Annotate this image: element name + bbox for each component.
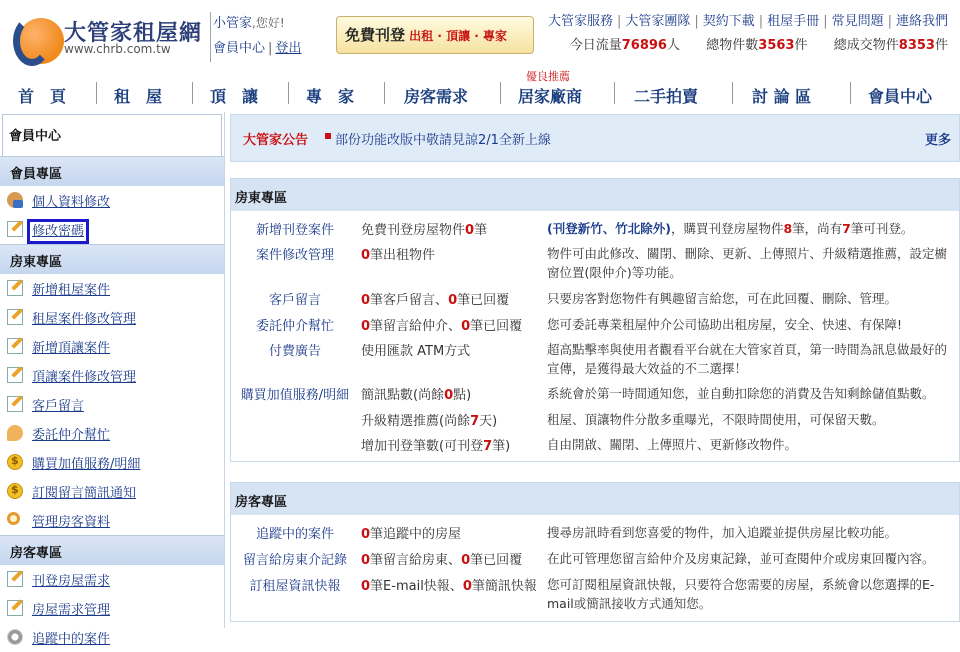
row-stat (361, 575, 547, 594)
site-header (0, 0, 960, 68)
gear-icon (7, 629, 23, 645)
sidebar-item-label[interactable]: 租屋案件修改管理 (32, 312, 137, 327)
row-stat (361, 435, 547, 454)
stat-text: 筆留言給房東、 (370, 553, 462, 568)
sidebar (0, 112, 225, 647)
nav-home-vendors[interactable]: 居家廠商 (518, 87, 583, 106)
stat-total-label: 總物件數 (706, 38, 759, 53)
stat-text: 天) (479, 414, 498, 429)
row-landlord-messages[interactable]: 留言給房東介記錄 (242, 553, 347, 568)
nav-rent[interactable]: 租 屋 (114, 87, 163, 106)
stat-text: 點) (453, 388, 472, 403)
user-name: 小管家 (213, 16, 253, 31)
member-center-link[interactable]: 會員中心 (213, 41, 266, 56)
sidebar-item-edit-profile[interactable] (0, 186, 224, 215)
row-desc: 系統會於第一時間通知您，並自動扣除您的消費及告知剩餘儲值點數。 (547, 386, 935, 401)
row-desc: 物件可由此修改、關閉、刪除、更新、上傳照片、升級精選推薦，設定櫥窗位置(限仲介)等功能。 (547, 246, 948, 280)
top-link-faq[interactable]: 常見問題 (831, 14, 884, 29)
stat-text: 筆 (474, 223, 488, 238)
row-stat (361, 289, 547, 308)
magnify-icon (7, 512, 20, 525)
pencil-icon (7, 338, 23, 354)
sidebar-section-tenant: 房客專區 (0, 535, 224, 565)
logo-title: 大管家租屋網 (64, 21, 203, 46)
top-links: 大管家服務 | 大管家團隊 | 契約下載 | 租屋手冊 | 常見問題 | 連絡我們 (547, 14, 948, 29)
free-post-subtitle: 出租 · 頂讓 · 專家 (409, 29, 507, 43)
stat-number: 7 (483, 439, 493, 454)
stat-text: 筆已回覆 (457, 293, 510, 308)
pencil-icon (7, 367, 23, 383)
nav-expert[interactable]: 專 家 (306, 87, 355, 106)
stat-today-unit: 人 (666, 38, 680, 53)
pencil-icon (7, 396, 23, 412)
top-link-handbook[interactable]: 租屋手冊 (767, 14, 820, 29)
row-listing-manage[interactable]: 案件修改管理 (255, 248, 334, 263)
stat-text: 筆出租物件 (370, 248, 436, 263)
nav-transfer[interactable]: 頂 讓 (210, 87, 259, 106)
nav-home[interactable]: 首 頁 (18, 87, 67, 106)
sidebar-item-label[interactable]: 個人資料修改 (32, 195, 111, 210)
nav-forum[interactable]: 討 論 區 (752, 87, 812, 106)
row-desc: 租屋、頂讓物件分散多重曝光，不限時間使用，可保留天數。 (547, 412, 885, 427)
site-logo[interactable] (12, 14, 208, 60)
row-desc: 超高點擊率與使用者觀看平台就在大管家首頁，第一時間為訊息做最好的宣傳，是獲得最大效益的不二選擇！ (547, 342, 948, 376)
row-desc: 只要房客對您物件有興趣留言給您，可在此回覆、刪除、管理。 (547, 291, 898, 306)
announcement-text[interactable]: 部份功能改版中敬請見諒2/1全新上線 (335, 133, 551, 148)
top-link-service[interactable]: 大管家服務 (547, 14, 613, 29)
row-desc: 您可委託專業租屋仲介公司協助出租房屋，安全、快速、有保障! (547, 317, 903, 332)
bullet-icon (325, 133, 331, 139)
main-content (230, 112, 960, 628)
sidebar-item-label[interactable]: 訂閱留言簡訊通知 (32, 486, 137, 501)
top-link-contract[interactable]: 契約下載 (702, 14, 755, 29)
row-stat (361, 219, 547, 238)
stat-number: 0 (444, 388, 454, 403)
person-icon (7, 192, 23, 208)
row-desc: 自由開啟、關閉、上傳照片、更新修改物件。 (547, 437, 798, 452)
tenant-panel-title: 房客專區 (231, 483, 959, 515)
stat-today-value: 76896 (621, 38, 667, 53)
free-post-button[interactable] (336, 16, 534, 54)
stat-number: 0 (448, 293, 458, 308)
stat-text: 筆客戶留言、 (370, 293, 449, 308)
free-post-title: 免費刊登 (345, 26, 406, 44)
announcement-bar (230, 114, 960, 162)
row-new-listing[interactable]: 新增刊登案件 (255, 223, 334, 238)
pencil-icon (7, 221, 23, 237)
user-box (210, 12, 326, 62)
row-stat (361, 410, 547, 429)
stat-text: 筆) (492, 439, 511, 454)
more-link[interactable]: 更多 (924, 133, 951, 148)
pencil-icon (7, 600, 23, 616)
stat-number: 0 (361, 293, 371, 308)
stat-number: 0 (361, 553, 371, 568)
desc-text: 筆，尚有 (792, 221, 843, 236)
logo-ring-icon (13, 16, 51, 66)
sidebar-item-sms-subscribe[interactable] (0, 477, 224, 506)
stat-total-unit: 件 (794, 38, 808, 53)
sidebar-item-label[interactable]: 管理房客資料 (32, 515, 111, 530)
sidebar-item-label[interactable]: 房屋需求管理 (32, 603, 111, 618)
sidebar-item-change-password[interactable] (0, 215, 224, 244)
stat-number: 0 (461, 319, 471, 334)
stat-number: 0 (361, 579, 371, 594)
stat-today-label: 今日流量 (569, 38, 622, 53)
sidebar-item-value-services[interactable] (0, 448, 224, 477)
row-tracked-cases[interactable]: 追蹤中的案件 (255, 527, 334, 542)
user-link-separator: | (268, 41, 273, 56)
stat-number: 0 (361, 248, 371, 263)
sidebar-item-new-transfer[interactable] (0, 332, 224, 361)
desc-bold: (刊登新竹、竹北除外) (547, 221, 671, 236)
stat-number: 0 (361, 527, 371, 542)
row-paid-ads[interactable]: 付費廣告 (268, 344, 321, 359)
sidebar-item-needs-manage[interactable] (0, 594, 224, 623)
desc-number: 7 (842, 221, 851, 236)
desc-text: 筆可刊登。 (850, 221, 914, 236)
sidebar-item-agent-help[interactable] (0, 419, 224, 448)
logout-link[interactable]: 登出 (275, 41, 302, 56)
stat-text: 升級精選推薦(尚餘 (361, 414, 471, 429)
row-desc: 搜尋房訊時看到您喜愛的物件，加入追蹤並提供房屋比較功能。 (547, 525, 898, 540)
sidebar-item-new-rental[interactable] (0, 274, 224, 303)
stat-deal-value: 8353 (898, 38, 935, 53)
stat-text: 簡訊點數(尚餘 (361, 388, 445, 403)
main-nav (0, 70, 960, 110)
sidebar-item-label[interactable]: 客戶留言 (32, 399, 85, 414)
stat-number: 0 (461, 553, 471, 568)
row-stat (361, 315, 547, 334)
row-stat (361, 384, 547, 403)
row-subscribe-news[interactable]: 訂租屋資訊快報 (249, 579, 341, 594)
sidebar-item-label[interactable]: 修改密碼 (32, 224, 85, 239)
stat-text: 筆已回覆 (470, 553, 523, 568)
row-value-services[interactable]: 購買加值服務/明細 (240, 388, 350, 403)
stat-text: 筆E-mail快報、 (370, 579, 463, 594)
row-stat: 使用匯款 ATM方式 (361, 344, 471, 359)
sidebar-item-client-messages[interactable] (0, 390, 224, 419)
row-stat (361, 523, 547, 542)
top-link-team[interactable]: 大管家團隊 (625, 14, 691, 29)
sidebar-item-label[interactable]: 頂讓案件修改管理 (32, 370, 137, 385)
nav-second-hand[interactable]: 二手拍賣 (634, 87, 699, 106)
row-stat (361, 244, 547, 263)
nav-recommend-badge: 優良推薦 (526, 70, 570, 83)
stat-deal-unit: 件 (934, 38, 948, 53)
nav-member-center[interactable]: 會員中心 (868, 87, 933, 106)
sidebar-title: 會員中心 (2, 114, 222, 156)
landlord-panel (230, 178, 960, 462)
row-client-messages[interactable]: 客戶留言 (268, 293, 321, 308)
sidebar-item-tracked-cases[interactable] (0, 623, 224, 652)
site-stats (570, 34, 948, 53)
sidebar-item-label[interactable]: 購買加值服務/明細 (32, 457, 141, 472)
row-desc (547, 219, 957, 238)
row-desc: 在此可管理您留言給仲介及房東記錄，並可查閱仲介或房東回覆內容。 (547, 551, 935, 566)
row-desc: 您可訂閱租屋資訊快報，只要符合您需要的房屋，系統會以您選擇的E-mail或簡訊接收方式通知您。 (547, 577, 935, 611)
desc-text: ，購買刊登房屋物件 (670, 221, 784, 236)
stat-number: 7 (470, 414, 480, 429)
row-stat (361, 549, 547, 568)
sidebar-item-label[interactable]: 新增租屋案件 (32, 283, 111, 298)
stat-text: 筆追蹤中的房屋 (370, 527, 462, 542)
stat-number: 0 (462, 579, 472, 594)
user-greeting: ,您好! (252, 16, 285, 30)
stat-text: 免費刊登房屋物件 (361, 223, 466, 238)
coin-icon (7, 483, 23, 499)
stat-deal-label: 總成交物件 (833, 38, 899, 53)
sidebar-item-label[interactable]: 刊登房屋需求 (32, 574, 111, 589)
top-link-contact[interactable]: 連絡我們 (895, 14, 948, 29)
chat-icon (7, 425, 23, 441)
desc-number: 8 (783, 221, 793, 236)
row-agent-help[interactable]: 委託仲介幫忙 (255, 319, 334, 334)
landlord-panel-title: 房東專區 (231, 179, 959, 211)
sidebar-item-tenant-data[interactable] (0, 506, 224, 535)
pencil-icon (7, 280, 23, 296)
sidebar-section-landlord: 房東專區 (0, 244, 224, 274)
logo-url: www.chrb.com.tw (64, 42, 171, 56)
stat-text: 筆簡訊快報 (471, 579, 537, 594)
pencil-icon (7, 309, 23, 325)
sidebar-item-transfer-manage[interactable] (0, 361, 224, 390)
stat-total-value: 3563 (758, 38, 795, 53)
sidebar-item-rental-manage[interactable] (0, 303, 224, 332)
sidebar-item-label[interactable]: 追蹤中的案件 (32, 632, 111, 647)
stat-text: 筆留言給仲介、 (370, 319, 462, 334)
stat-number: 0 (465, 223, 475, 238)
coin-icon (7, 454, 23, 470)
announcement-label: 大管家公告 (243, 133, 309, 148)
stat-text: 筆已回覆 (470, 319, 523, 334)
nav-tenant-needs[interactable]: 房客需求 (404, 87, 469, 106)
sidebar-item-label[interactable]: 委託仲介幫忙 (32, 428, 111, 443)
sidebar-section-member: 會員專區 (0, 156, 224, 186)
sidebar-item-label[interactable]: 新增頂讓案件 (32, 341, 111, 356)
stat-text: 增加刊登筆數(可刊登 (361, 439, 484, 454)
tenant-panel (230, 482, 960, 622)
pencil-icon (7, 571, 23, 587)
stat-number: 0 (361, 319, 371, 334)
sidebar-item-post-needs[interactable] (0, 565, 224, 594)
